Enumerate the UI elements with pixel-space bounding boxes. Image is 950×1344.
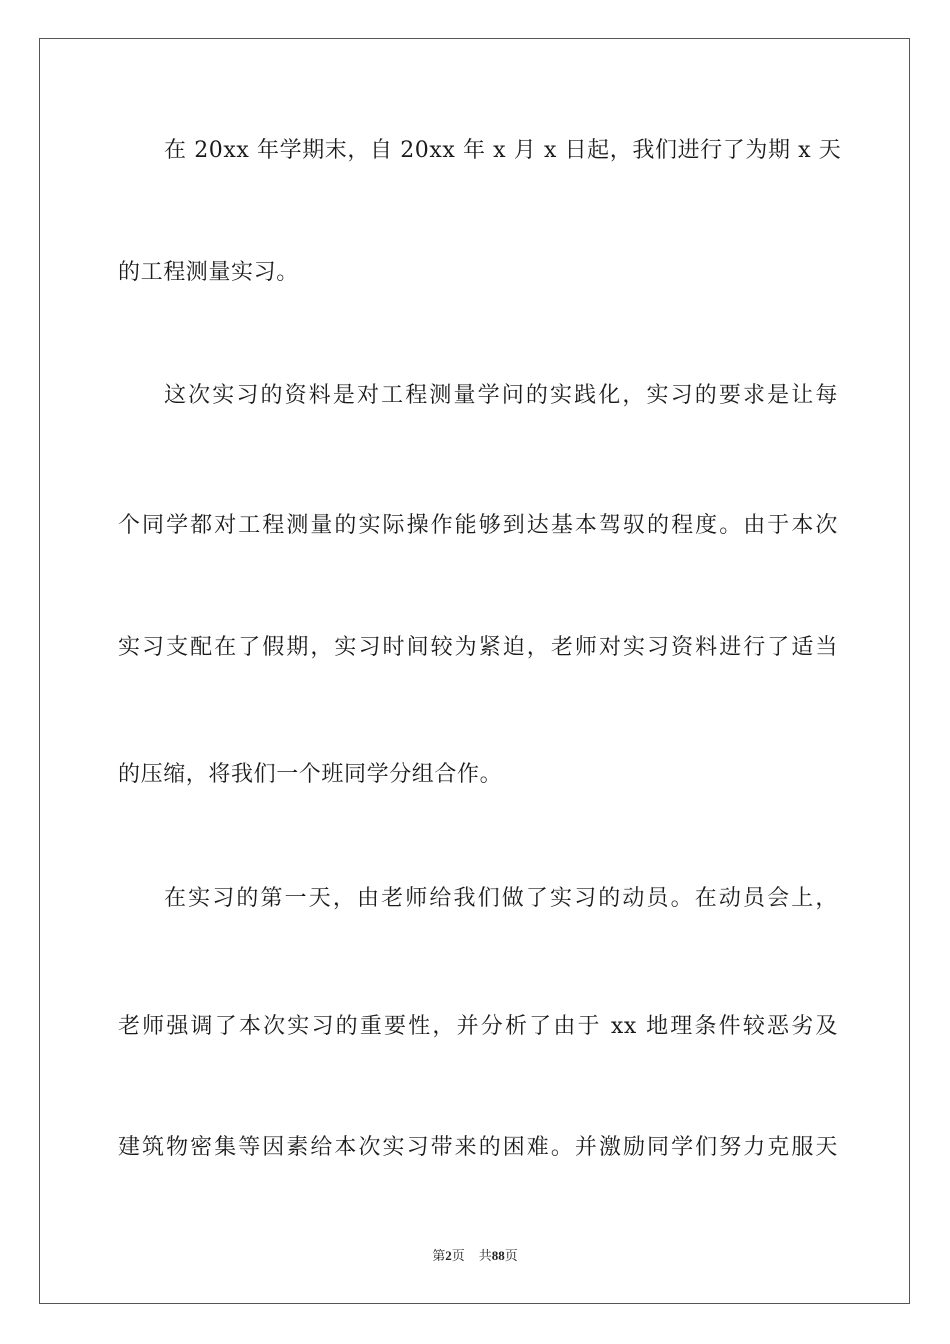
paragraph-1-line-2: 的工程测量实习。: [118, 260, 299, 285]
total-pages: 88: [491, 1248, 505, 1263]
page-suffix: 页: [451, 1249, 465, 1264]
paragraph-2-line-4: 的压缩，将我们一个班同学分组合作。: [118, 762, 503, 787]
paragraph-3-line-2: 老师强调了本次实习的重要性，并分析了由于 xx 地理条件较恶劣及: [118, 1014, 838, 1039]
page-prefix: 第: [432, 1249, 446, 1264]
paragraph-2-line-1: 这次实习的资料是对工程测量学问的实践化，实习的要求是让每: [164, 383, 838, 408]
total-prefix: 共: [478, 1249, 492, 1264]
page-footer: [0, 1247, 950, 1266]
paragraph-3-line-3: 建筑物密集等因素给本次实习带来的困难。并激励同学们努力克服天: [118, 1135, 838, 1160]
total-suffix: 页: [504, 1249, 518, 1264]
paragraph-2-line-3: 实习支配在了假期，实习时间较为紧迫，老师对实习资料进行了适当: [118, 635, 838, 660]
paragraph-1-line-1: 在 20xx 年学期末，自 20xx 年 x 月 x 日起，我们进行了为期 x 天: [164, 138, 842, 163]
paragraph-3-line-1: 在实习的第一天，由老师给我们做了实习的动员。在动员会上，: [164, 886, 838, 911]
page-number: 2: [445, 1248, 452, 1263]
paragraph-2-line-2: 个同学都对工程测量的实际操作能够到达基本驾驭的程度。由于本次: [118, 513, 838, 538]
page-border: [39, 38, 910, 1304]
